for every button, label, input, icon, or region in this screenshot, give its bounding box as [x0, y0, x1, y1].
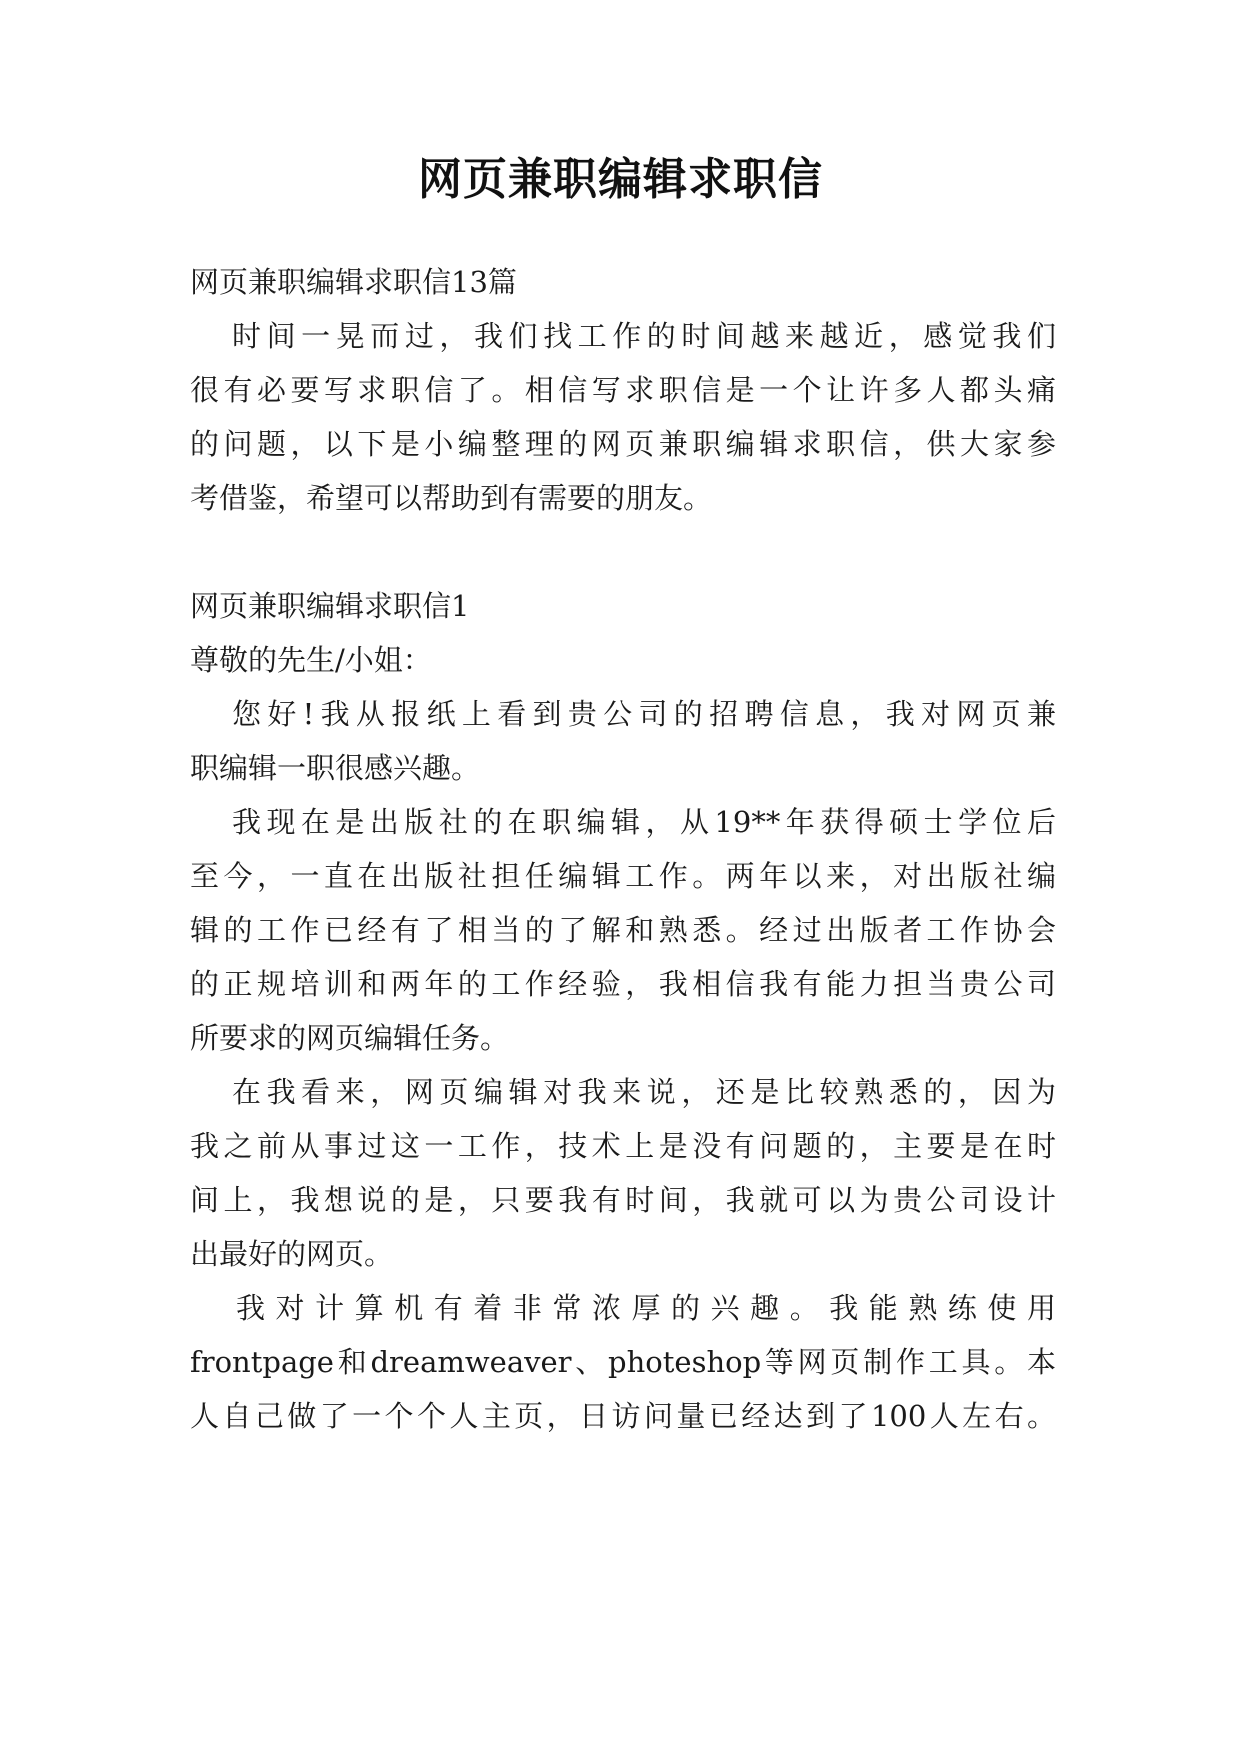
- intro-line: 时间一晃而过，我们找工作的时间越来越近，感觉我们: [232, 319, 1056, 353]
- letter-line: 职编辑一职很感兴趣。: [190, 751, 481, 785]
- section-heading: 网页兼职编辑求职信1: [190, 589, 470, 623]
- letter-line: 出最好的网页。: [190, 1237, 394, 1271]
- letter-line: 间上，我想说的是，只要我有时间，我就可以为贵公司设计: [190, 1183, 1056, 1217]
- letter-line: 辑的工作已经有了相当的了解和熟悉。经过出版者工作协会: [190, 913, 1056, 947]
- letter-line: frontpage和dreamweaver、photeshop等网页制作工具。本: [190, 1345, 1056, 1379]
- salutation: 尊敬的先生/小姐：: [190, 643, 432, 677]
- intro-line: 很有必要写求职信了。相信写求职信是一个让许多人都头痛: [190, 373, 1056, 407]
- letter-line: 的正规培训和两年的工作经验，我相信我有能力担当贵公司: [190, 967, 1056, 1001]
- letter-line: 在我看来，网页编辑对我来说，还是比较熟悉的，因为: [232, 1075, 1056, 1109]
- letter-line: 我现在是出版社的在职编辑，从19**年获得硕士学位后: [232, 805, 1056, 839]
- letter-line: 至今，一直在出版社担任编辑工作。两年以来，对出版社编: [190, 859, 1056, 893]
- document-subtitle: 网页兼职编辑求职信13篇: [190, 265, 517, 299]
- letter-line: 所要求的网页编辑任务。: [190, 1021, 510, 1055]
- letter-line: 我对计算机有着非常浓厚的兴趣。我能熟练使用: [236, 1291, 1056, 1325]
- intro-line: 的问题，以下是小编整理的网页兼职编辑求职信，供大家参: [190, 427, 1056, 461]
- letter-line: 您好!我从报纸上看到贵公司的招聘信息，我对网页兼: [232, 697, 1056, 731]
- letter-line: 我之前从事过这一工作，技术上是没有问题的，主要是在时: [190, 1129, 1056, 1163]
- letter-line: 人自己做了一个个人主页，日访问量已经达到了100人左右。: [190, 1399, 1056, 1433]
- intro-line: 考借鉴，希望可以帮助到有需要的朋友。: [190, 481, 713, 515]
- document-title: 网页兼职编辑求职信: [418, 154, 823, 205]
